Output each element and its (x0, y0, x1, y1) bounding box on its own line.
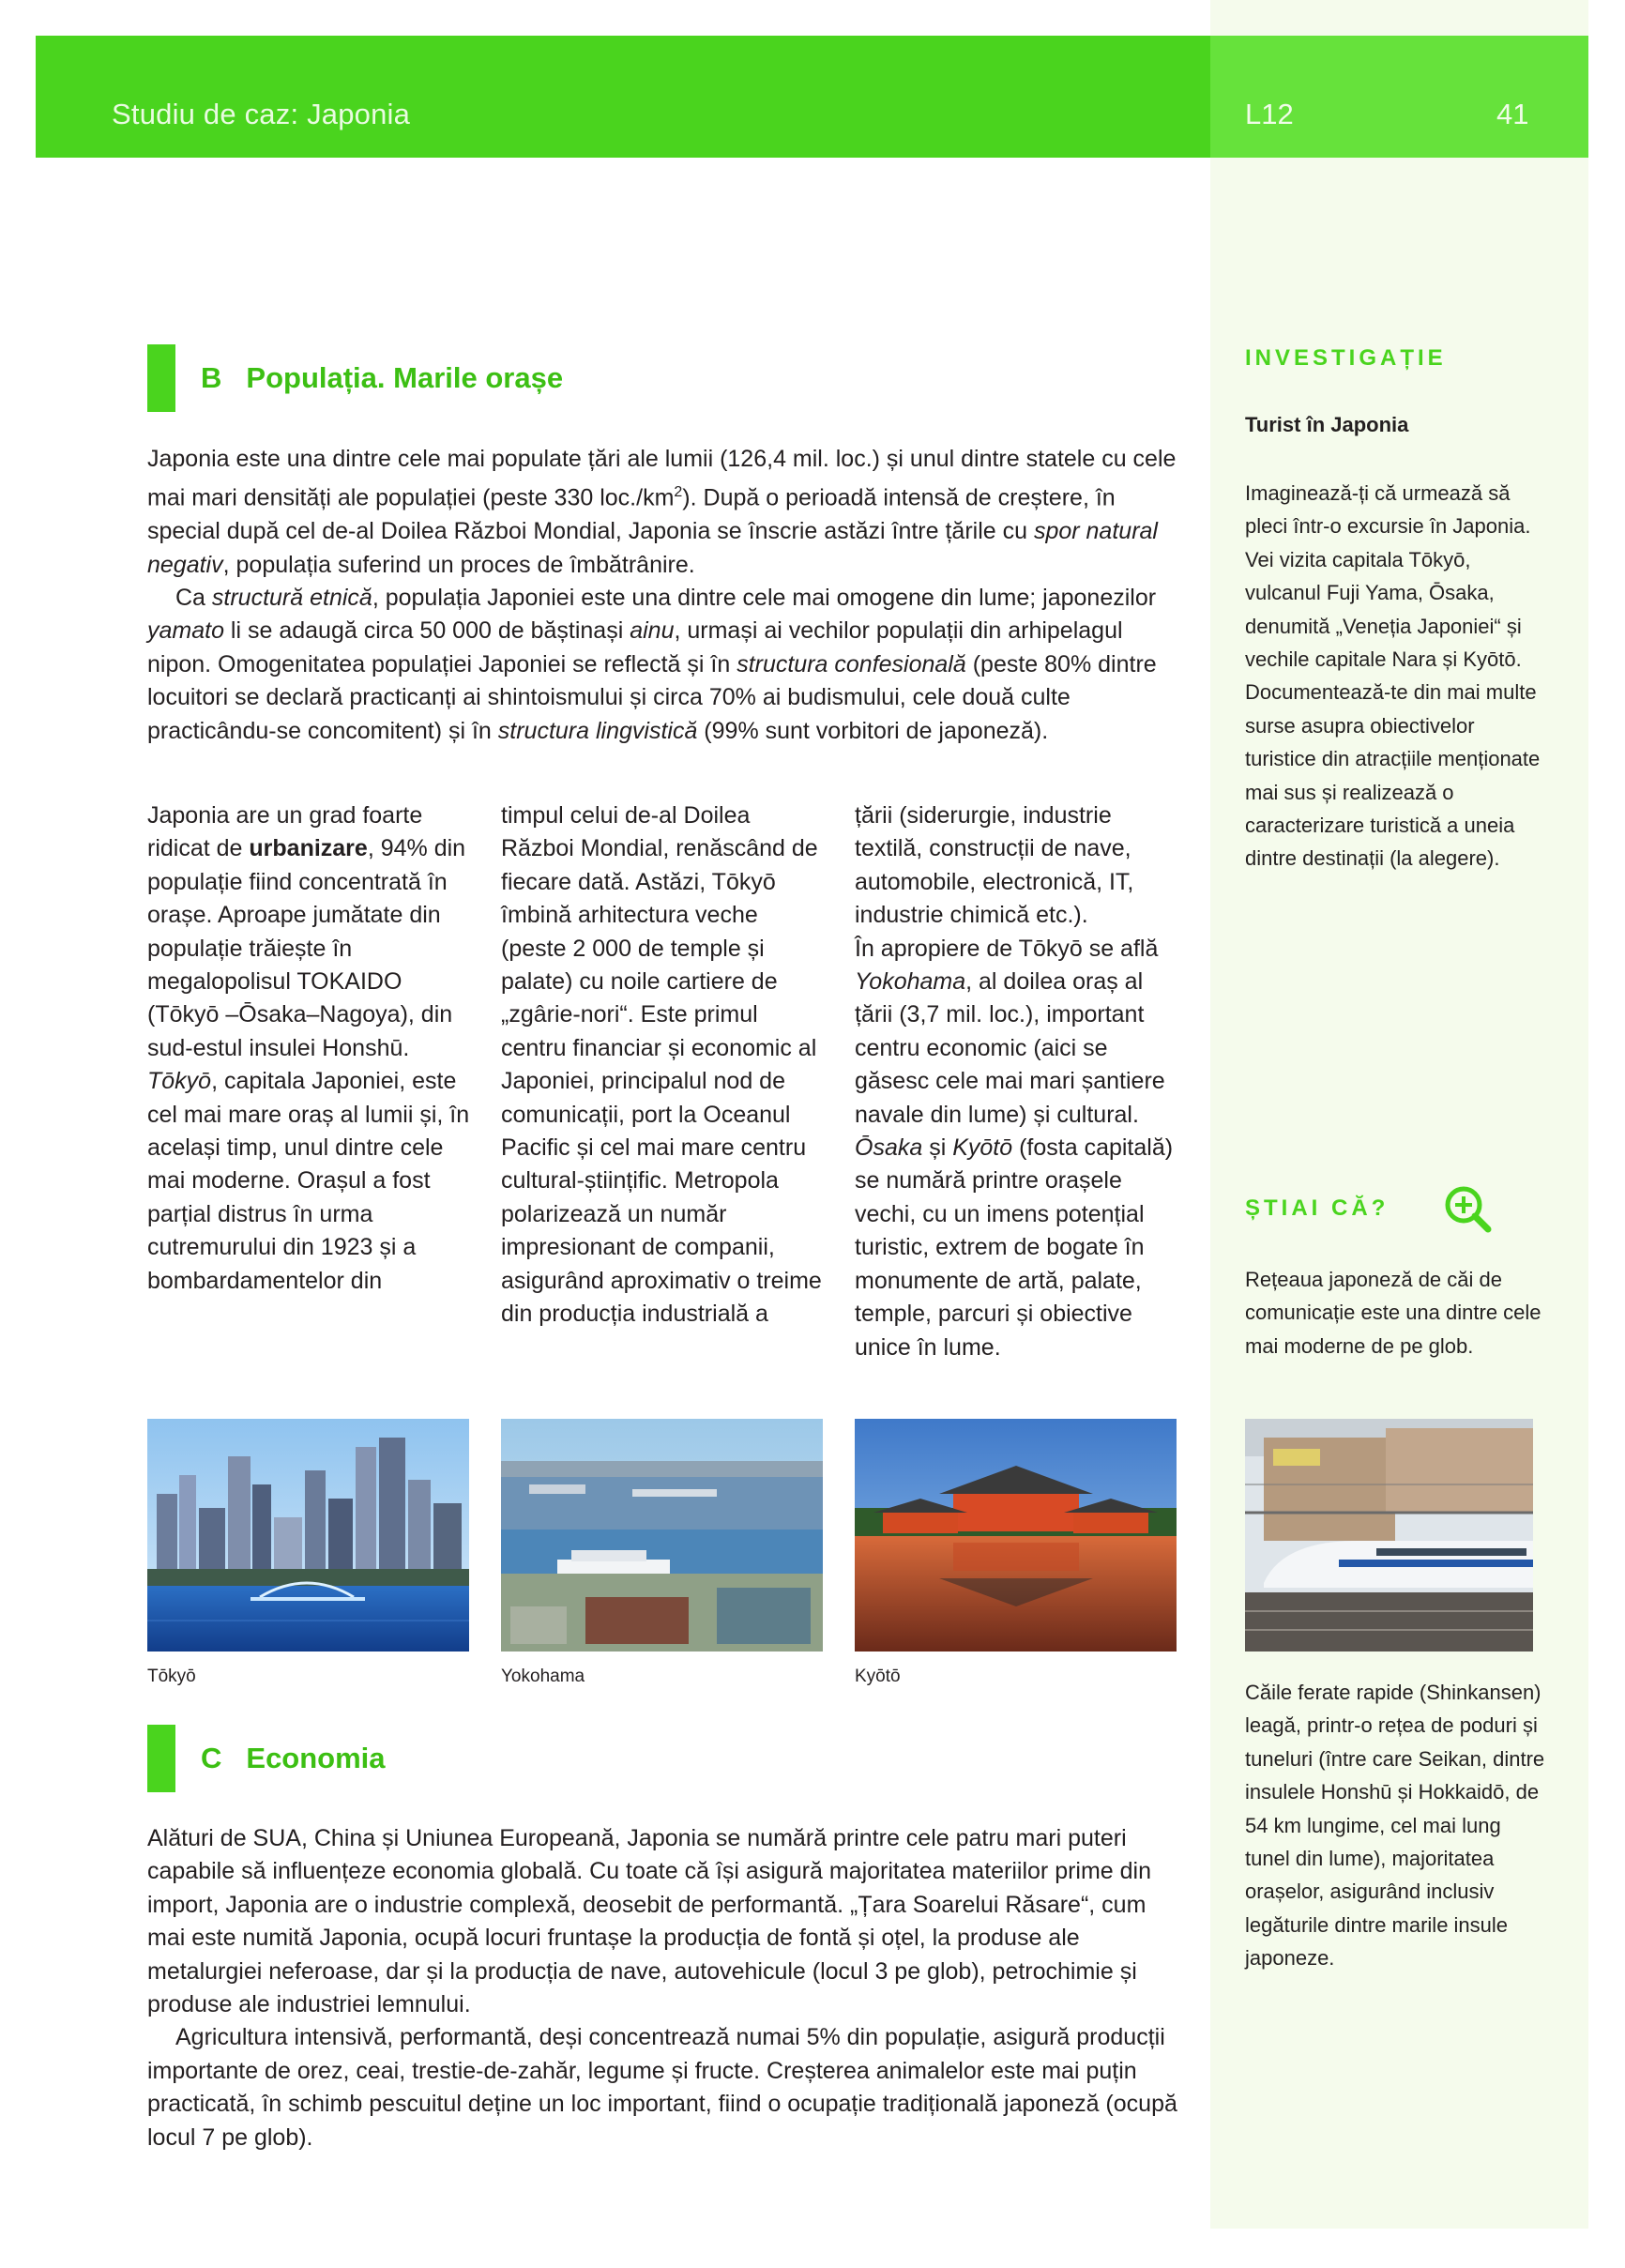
paragraph: Ca structură etnică, populația Japoniei este una dintre cele mai omogene din lume; japonezilor yamato li se adaugă circa 50 000 de băștinași ainu, urmași ai vechilor populații din arhipelagul nipon. Omogenitatea populației Japoniei se reflectă și în structura confesională (peste 80% dintre locuitori se declară practicanți ai shintoismului și circa 70% ai budismului, cele două culte practicându-se concomitent) și în structura lingvistică (99% sunt vorbitori de japoneză). (147, 584, 1157, 744)
shinkansen-caption: Căile ferate rapide (Shinkansen) leagă, printr-o rețea de poduri și tuneluri (între care Seikan, dintre insulele Honshū și Hokkaidō, de 54 km lungime, cel mai lung tunel din lume), majoritatea orașelor, asigurând inclusiv legăturile dintre marile insule japoneze. (1245, 1681, 1545, 1971)
kyoto-photo (855, 1419, 1177, 1652)
page-title: Studiu de caz: Japonia (112, 98, 411, 130)
section-marker (147, 344, 175, 412)
column-3: țării (siderurgie, industrie textilă, construcții de nave, automobile, electronică, IT, industrie chimică etc.). În apropiere de Tōkyō se află Yokohama, al doilea oraș al țării (3,7 mil. loc.), important centru economic (aici se găsesc cele mai mari șantiere navale din lume) și cultural. Ōsaka și Kyōtō (fosta capitală) se numără printre orașele vechi, cu un imens potențial turistic, extrem de bogate în monumente de artă, palate, temple, parcuri și obiective unice în lume. (855, 802, 1174, 1361)
section-letter: B (201, 361, 222, 394)
tokyo-photo (147, 1419, 469, 1652)
stiai-ca-text: Rețeaua japoneză de căi de comunicație este una dintre cele mai moderne de pe glob. (1245, 1268, 1541, 1358)
stiai-ca-heading: ȘTIAI CĂ? (1245, 1195, 1390, 1221)
column-2: timpul celui de-al Doilea Război Mondial, renăscând de fiecare dată. Astăzi, Tōkyō îmbină arhitectura veche (peste 2 000 de temple și palate) cu noile cartiere de „zgârie-nori“. Este primul centru financiar și economic al Japoniei, principalul nod de comunicații, port la Oceanul Pacific și cel mai mare centru cultural-științific. Metropola polarizează un număr impresionant de companii, asigurând aproximativ o treime din producția industrială a (501, 802, 822, 1328)
zoom-in-icon (1443, 1184, 1492, 1233)
shinkansen-photo (1245, 1419, 1533, 1652)
photo-caption: Tōkyō (147, 1667, 196, 1686)
section-c-text (147, 1822, 1179, 2154)
section-title: Populația. Marile orașe (246, 361, 564, 394)
paragraph: Agricultura intensivă, performantă, deși concentrează numai 5% din populație, asigură producții importante de orez, ceai, trestie-de-zahăr, legume și fructe. Creșterea animalelor este mai puțin practicată, în schimb pescuitul deține un loc important, fiind o ocupație tradițională japoneză (ocupă locul 7 pe glob). (147, 2024, 1177, 2151)
page-number: 41 (1496, 98, 1529, 130)
lesson-label: L12 (1245, 98, 1294, 130)
paragraph: Alături de SUA, China și Uniunea Europeană, Japonia se numără printre cele patru mari puteri capabile să influențeze economia globală. Cu toate că își asigură majoritatea materiilor prime din import, Japonia are o industrie complexă, deosebit de performantă. „Țara Soarelui Răsare“, cum mai este numită Japonia, ocupă locuri fruntașe la producția de fontă și oțel, la produse ale metalurgiei neferoase, dar și la producția de nave, autovehicule (locul 3 pe glob), petrochimie și produse ale industriei lemnului. (147, 1825, 1152, 2018)
photo-caption: Yokohama (501, 1667, 585, 1686)
section-marker (147, 1725, 175, 1792)
column-1: Japonia are un grad foarte ridicat de urbanizare, 94% din populație fiind concentrată în orașe. Aproape jumătate din populație trăiește în megalopolisul TOKAIDO (Tōkyō –Ōsaka–Nagoya), din sud-estul insulei Honshū. Tōkyō, capitala Japoniei, este cel mai mare oraș al lumii și, în același timp, unul dintre cele mai moderne. Orașul a fost parțial distrus în urma cutremurului din 1923 și a bombardamentelor din (147, 802, 470, 1294)
yokohama-photo (501, 1419, 823, 1652)
section-b-intro (147, 443, 1179, 748)
investigatie-text: Imaginează-ți că urmează să pleci într-o excursie în Japonia. Vei vizita capitala Tōkyō, vulcanul Fuji Yama, Ōsaka, denumită „Veneția Japoniei“ și vechile capitale Nara și Kyōtō. Documentează-te din mai multe surse asupra obiectivelor turistice din atracțiile menționate mai sus și realizează o caracterizare turistică a uneia dintre destinații (la alegere). (1245, 481, 1541, 871)
section-title: Economia (246, 1742, 386, 1774)
paragraph: Japonia este una dintre cele mai populate țări ale lumii (126,4 mil. loc.) și unul dintre statele cu cele mai mari densități ale populației (peste 330 $loc./km^2$). După o perioadă intensă de creștere, în special după cel de-al Doilea Război Mondial, Japonia se înscrie astăzi între țările cu spor natural negativ, populația suferind un proces de îmbătrânire. (147, 446, 1177, 578)
header-side-panel (1210, 36, 1588, 158)
photo-caption: Kyōtō (855, 1667, 901, 1686)
investigatie-subtitle: Turist în Japonia (1245, 413, 1409, 436)
investigatie-heading: INVESTIGAȚIE (1245, 345, 1447, 371)
section-letter: C (201, 1742, 222, 1774)
